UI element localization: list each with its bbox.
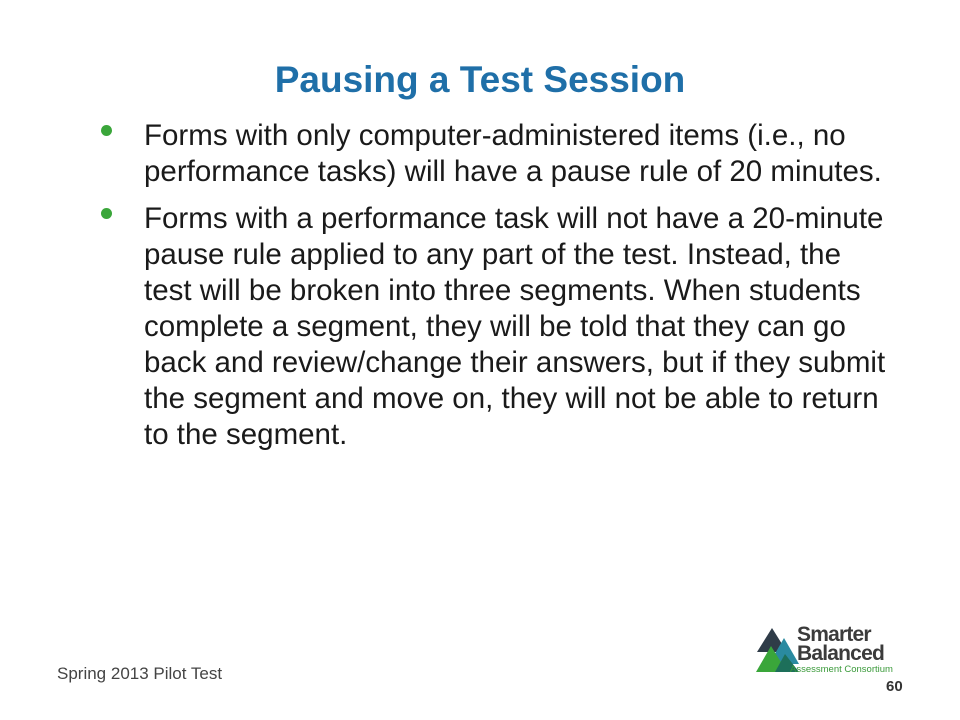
bullet-list <box>96 118 886 464</box>
logo-word-smarter: Smarter <box>797 623 871 646</box>
logo-subtitle: Assessment Consortium <box>790 664 893 675</box>
bullet-dot-icon <box>101 208 112 219</box>
page-number: 60 <box>886 678 903 695</box>
bullet-item <box>96 118 886 190</box>
logo-word-balanced: Balanced <box>797 642 884 665</box>
footer-text: Spring 2013 Pilot Test <box>57 664 223 683</box>
bullet-dot-icon <box>101 125 112 136</box>
smarter-balanced-logo <box>756 624 916 676</box>
bullet-text: Forms with only computer-administered items (i.e., no performance tasks) will have a pause rule of 20 minutes. <box>144 119 882 188</box>
bullet-text: Forms with a performance task will not have a 20-minute pause rule applied to any part of the test. Instead, the test will be broken into three segments. When students complete a segment, they will be told that they can go back and review/change their answers, but if they submit the segment and move on, they will not be able to return to the segment. <box>144 202 886 451</box>
bullet-item <box>96 201 886 453</box>
slide-title: Pausing a Test Session <box>274 59 686 100</box>
